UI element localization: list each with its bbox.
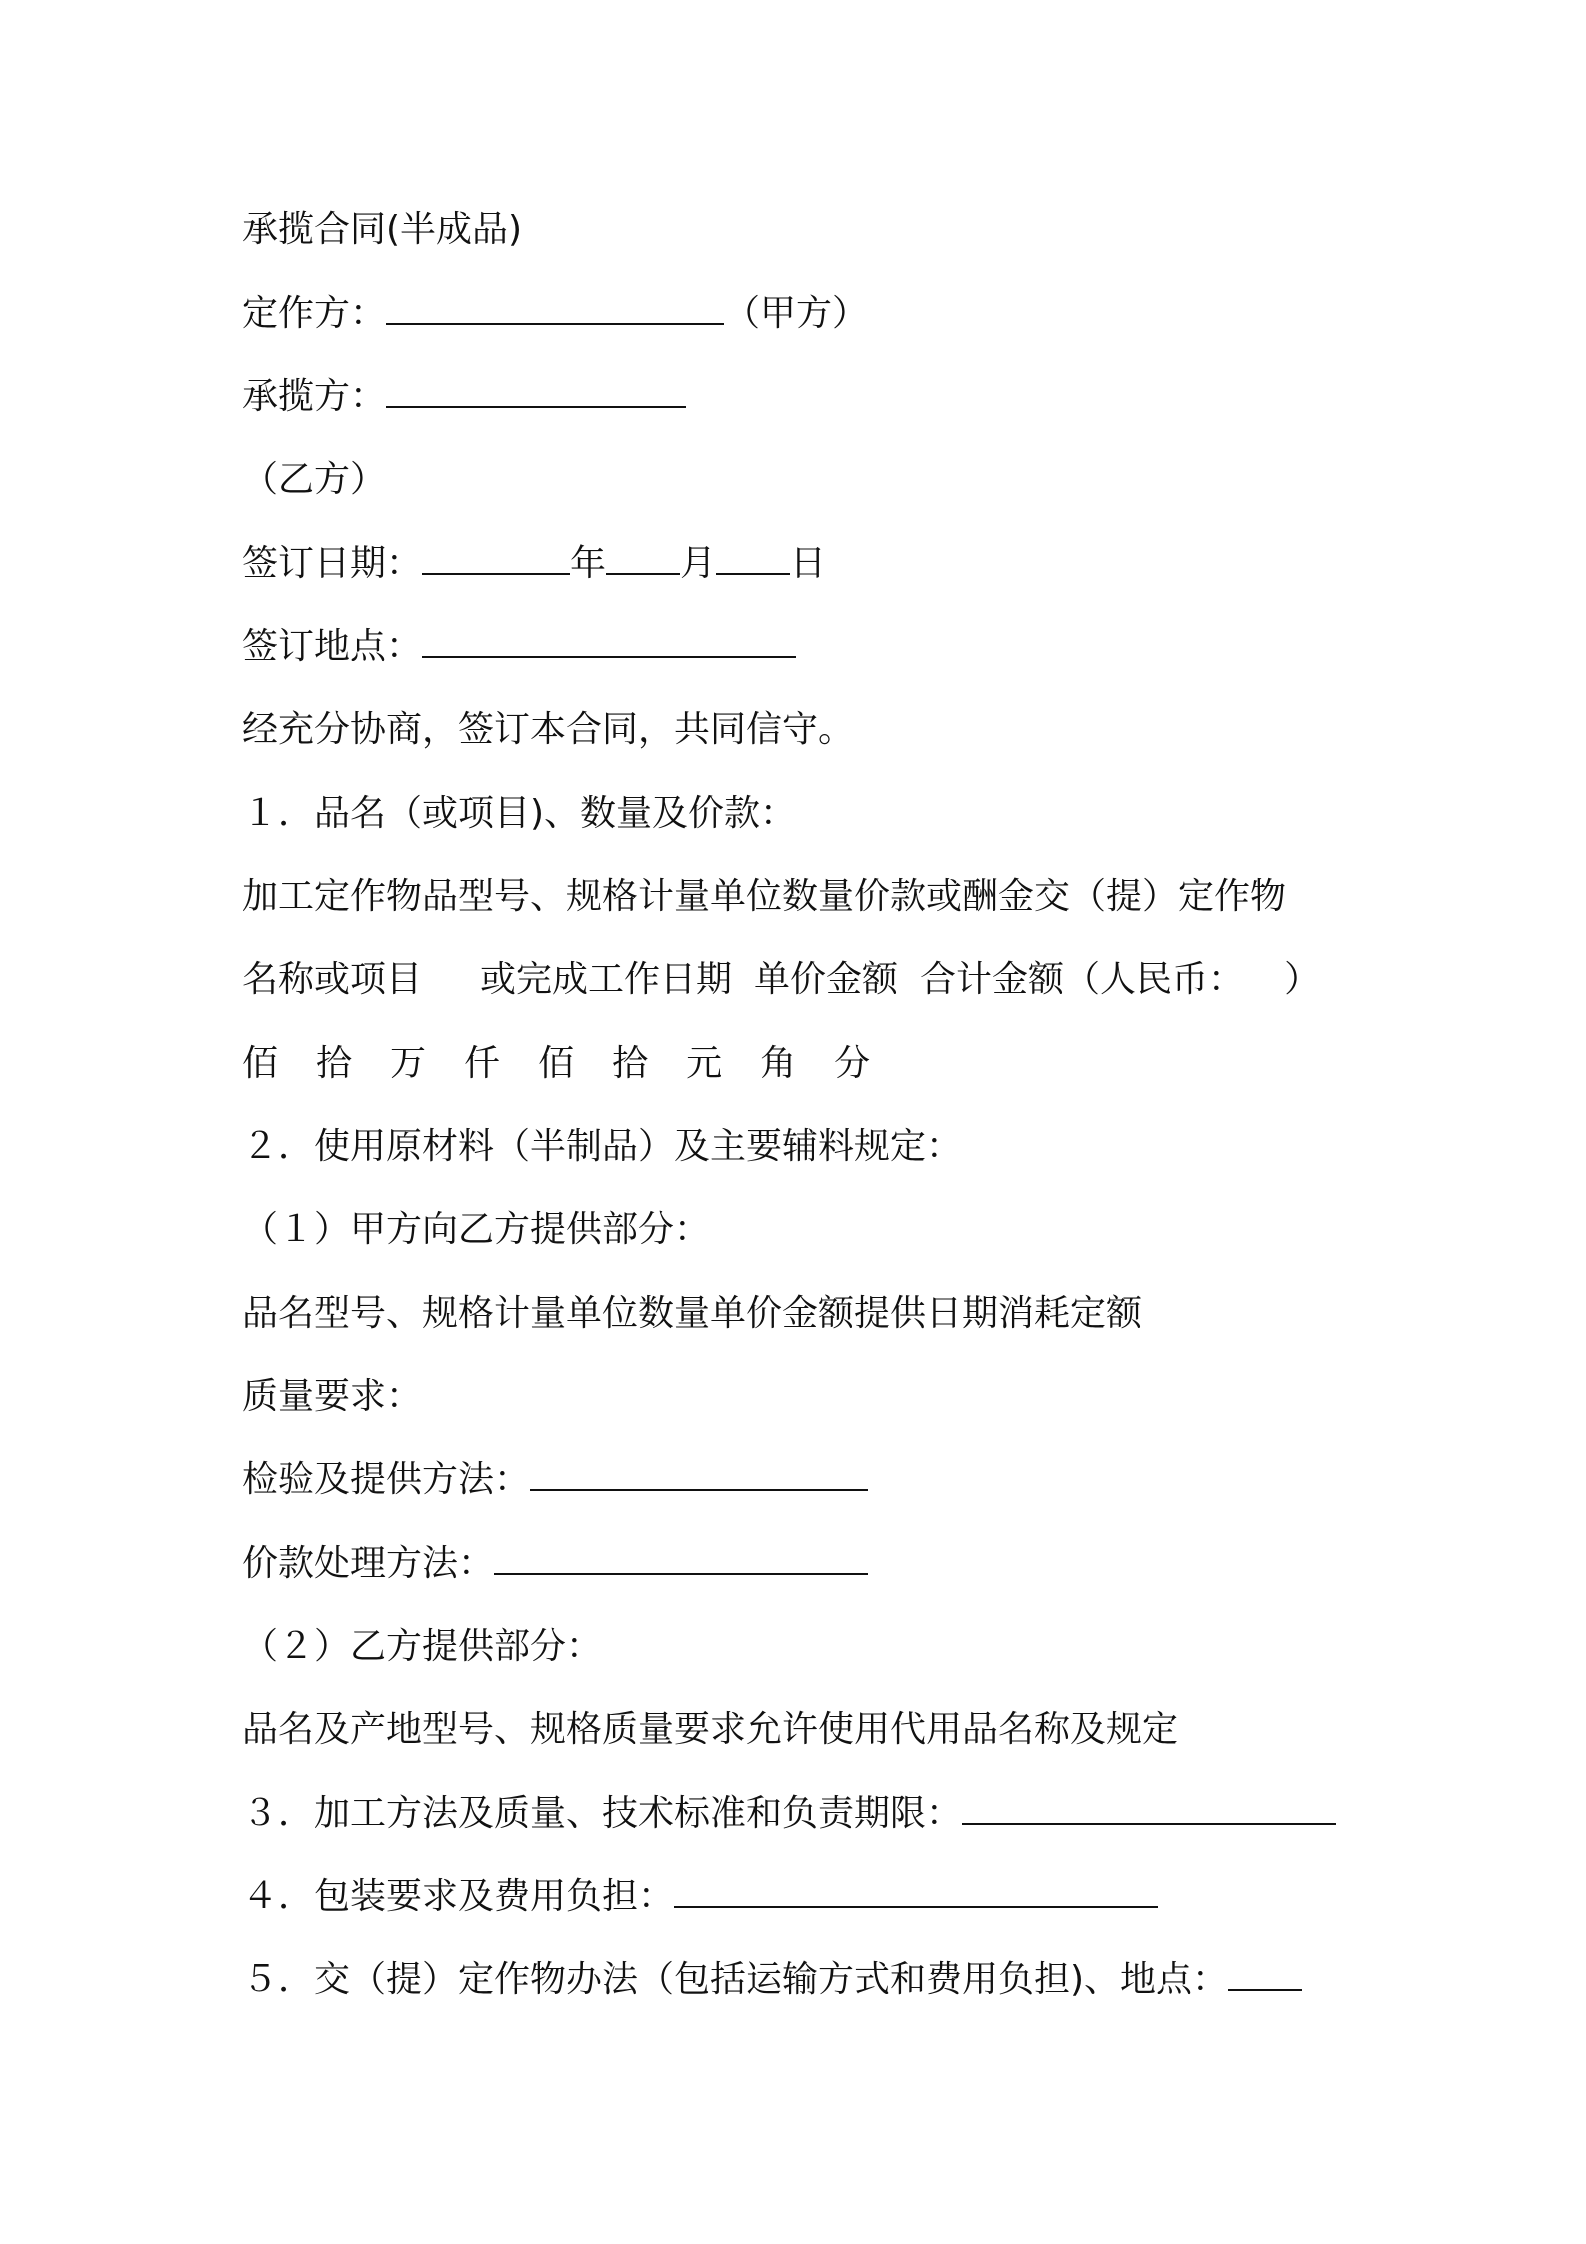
contractor-line bbox=[242, 375, 686, 419]
sign-place-label: 签订地点： bbox=[242, 626, 423, 667]
inspection-line bbox=[242, 1458, 868, 1502]
sign-place-line bbox=[242, 625, 796, 669]
unit-label: 佰 bbox=[538, 1043, 575, 1084]
sign-place-blank[interactable] bbox=[422, 626, 796, 658]
sign-date-year: 年 bbox=[570, 543, 607, 584]
contractor-label: 承揽方： bbox=[242, 376, 387, 417]
quality-requirement: 质量要求： bbox=[242, 1376, 423, 1417]
payment-blank[interactable] bbox=[494, 1543, 868, 1575]
section3-line bbox=[242, 1792, 1336, 1836]
section2-part1-heading: （１）甲方向乙方提供部分： bbox=[242, 1209, 711, 1250]
section5-blank[interactable] bbox=[1228, 1959, 1302, 1991]
contractor-blank[interactable] bbox=[386, 376, 686, 408]
header-unit-price: 单价金额 bbox=[754, 959, 899, 1000]
ordering-party-label: 定作方： bbox=[242, 293, 387, 334]
inspection-blank[interactable] bbox=[530, 1459, 868, 1491]
section2-part1-columns: 品名型号、规格计量单位数量单价金额提供日期消耗定额 bbox=[242, 1293, 1143, 1334]
ordering-party-suffix: （甲方） bbox=[724, 293, 869, 334]
section1-header-row2 bbox=[242, 958, 1320, 1002]
unit-label: 元 bbox=[686, 1043, 723, 1084]
section5-line bbox=[242, 1958, 1302, 2002]
section5-label: ５．交（提）定作物办法（包括运输方式和费用负担)、地点： bbox=[242, 1959, 1229, 2000]
section3-label: ３．加工方法及质量、技术标准和负责期限： bbox=[242, 1793, 963, 1834]
section2-part2-columns: 品名及产地型号、规格质量要求允许使用代用品名称及规定 bbox=[242, 1709, 1179, 1750]
amount-units-row bbox=[242, 1042, 908, 1086]
header-close-paren: ） bbox=[1284, 959, 1321, 1000]
section1-heading: １．品名（或项目)、数量及价款： bbox=[242, 793, 797, 834]
document-title: 承揽合同(半成品) bbox=[242, 209, 523, 250]
intro-line: 经充分协商，签订本合同，共同信守。 bbox=[242, 709, 855, 750]
section2-part2-heading: （２）乙方提供部分： bbox=[242, 1626, 603, 1667]
ordering-party-line bbox=[242, 292, 868, 336]
sign-date-month: 月 bbox=[680, 543, 717, 584]
header-total-amount: 合计金额（人民币： bbox=[920, 959, 1245, 1000]
unit-label: 仟 bbox=[464, 1043, 501, 1084]
payment-line bbox=[242, 1542, 868, 1586]
section3-blank[interactable] bbox=[962, 1793, 1336, 1825]
sign-date-day: 日 bbox=[790, 543, 827, 584]
sign-date-day-blank[interactable] bbox=[716, 543, 790, 575]
section4-label: ４．包装要求及费用负担： bbox=[242, 1876, 675, 1917]
party-b-line: （乙方） bbox=[242, 459, 387, 500]
sign-date-year-blank[interactable] bbox=[422, 543, 570, 575]
header-item-name: 名称或项目 bbox=[242, 959, 423, 1000]
sign-date-label: 签订日期： bbox=[242, 543, 423, 584]
unit-label: 万 bbox=[390, 1043, 427, 1084]
unit-label: 角 bbox=[760, 1043, 797, 1084]
section4-line bbox=[242, 1875, 1158, 1919]
sign-date-line bbox=[242, 542, 826, 586]
unit-label: 佰 bbox=[242, 1043, 279, 1084]
ordering-party-blank[interactable] bbox=[386, 293, 724, 325]
section1-header-row1: 加工定作物品型号、规格计量单位数量价款或酬金交（提）定作物 bbox=[242, 876, 1287, 917]
unit-label: 分 bbox=[834, 1043, 871, 1084]
section4-blank[interactable] bbox=[674, 1876, 1158, 1908]
unit-label: 拾 bbox=[316, 1043, 353, 1084]
header-completion-date: 或完成工作日期 bbox=[480, 959, 733, 1000]
unit-label: 拾 bbox=[612, 1043, 649, 1084]
sign-date-month-blank[interactable] bbox=[606, 543, 680, 575]
section2-heading: ２．使用原材料（半制品）及主要辅料规定： bbox=[242, 1126, 963, 1167]
payment-label: 价款处理方法： bbox=[242, 1543, 495, 1584]
inspection-label: 检验及提供方法： bbox=[242, 1459, 531, 1500]
